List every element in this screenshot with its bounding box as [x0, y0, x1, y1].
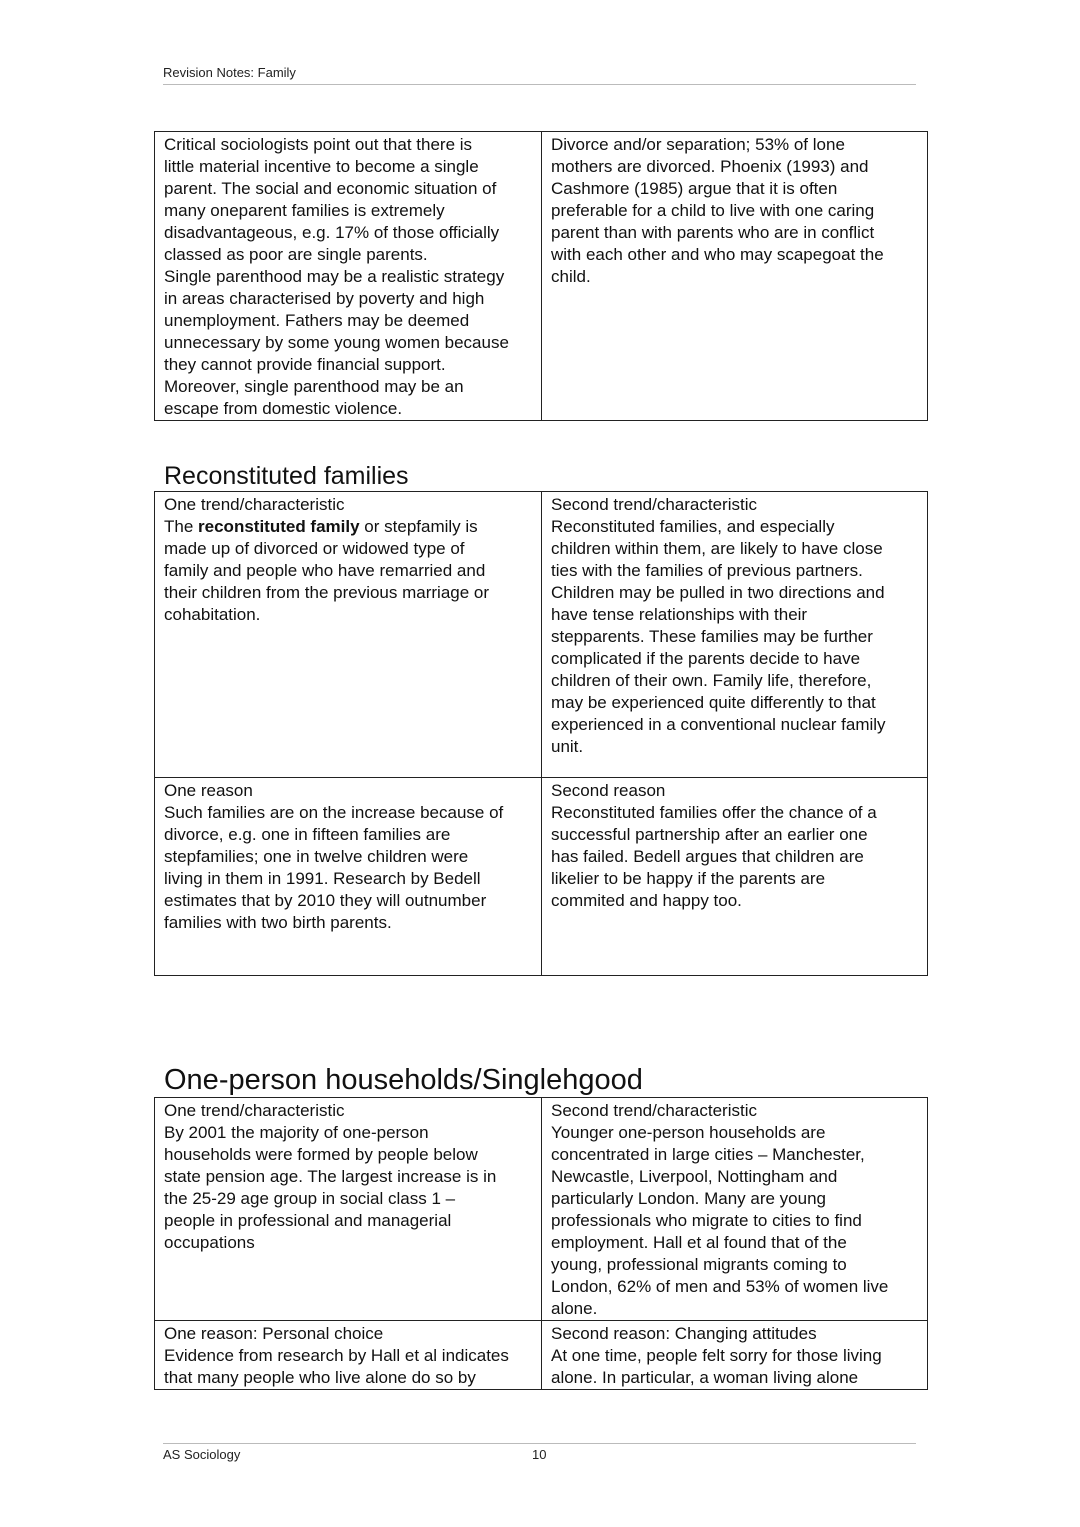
- cell-text: Evidence from research by Hall et al indicates that many people who live alone do so by: [164, 1346, 509, 1387]
- cell-second-trend: [542, 1098, 928, 1321]
- running-header: Revision Notes: Family: [163, 65, 296, 80]
- cell-text: By 2001 the majority of one-person households were formed by people below state pension age. The largest increase is in the 25-29 age group in social class 1 – people in professional and managerial occupations: [164, 1123, 497, 1252]
- cell-critical-sociologists: Critical sociologists point out that there is little material incentive to become a single parent. The social and economic situation of many oneparent families is extremely disadvantageous, e.g. 17% of those officially classed as poor are single parents. Single parenthood may be a realistic strategy in areas characterised by poverty and high unemployment. Fathers may be deemed unnecessary by some young women because they cannot provide financial support. Moreover, single parenthood may be an escape from domestic violence.: [155, 132, 542, 421]
- cell-text: or stepfamily is made up of divorced or widowed type of family and people who have remarried and their children from the previous marriage or cohabitation.: [164, 517, 490, 624]
- cell-text: At one time, people felt sorry for those living alone. In particular, a woman living alone: [551, 1346, 882, 1387]
- cell-text: Reconstituted families, and especially children within them, are likely to have close ties with the families of previous partners. Children may be pulled in two directions and have tense relationships with their stepparents. These families may be further complicated if the parents decide to have children of their own. Family life, therefore, may be experienced quite differently to that experienced in a conventional nuclear family unit.: [551, 517, 886, 756]
- cell-first-trend: [155, 492, 542, 778]
- cell-label: One trend/characteristic: [164, 495, 345, 514]
- cell-text: Such families are on the increase because of divorce, e.g. one in fifteen families are stepfamilies; one in twelve children were living in them in 1991. Research by Bedell estimates that by 2010 they will outnumber families with two birth parents.: [164, 803, 504, 932]
- cell-label: Second trend/characteristic: [551, 495, 757, 514]
- footer-course: AS Sociology: [163, 1447, 241, 1462]
- cell-divorce-separation: Divorce and/or separation; 53% of lone mothers are divorced. Phoenix (1993) and Cashmore (1985) argue that it is often preferable for a child to live with one caring parent than with parents who are in conflict with each other and who may scapegoat the child.: [542, 132, 928, 421]
- single-parent-table: [154, 131, 928, 421]
- header-rule: [163, 84, 916, 85]
- page-number: 10: [532, 1447, 547, 1462]
- cell-second-trend: [542, 492, 928, 778]
- cell-second-reason: [542, 778, 928, 976]
- cell-label: Second reason: [551, 781, 666, 800]
- one-person-table: [154, 1097, 928, 1390]
- cell-label: One trend/characteristic: [164, 1101, 345, 1120]
- cell-text: Younger one-person households are concentrated in large cities – Manchester, Newcastle, Liverpool, Nottingham and particularly London. Many are young professionals who migrate to cities to find employment. Hall et al found that of the young, professional migrants coming to London, 62% of men and 53% of women live alone.: [551, 1123, 889, 1318]
- cell-label: Second reason: Changing attitudes: [551, 1324, 817, 1343]
- cell-one-reason: [155, 778, 542, 976]
- cell-text: The: [164, 517, 199, 536]
- cell-label: Second trend/characteristic: [551, 1101, 757, 1120]
- cell-label: One reason: Personal choice: [164, 1324, 384, 1343]
- heading-reconstituted-families: Reconstituted families: [164, 462, 409, 490]
- cell-first-trend: [155, 1098, 542, 1321]
- footer-rule: [163, 1443, 916, 1444]
- cell-text: Reconstituted families offer the chance of a successful partnership after an earlier one has failed. Bedell argues that children are likelier to be happy if the parents are commited and happy too.: [551, 803, 877, 910]
- cell-changing-attitudes: [542, 1321, 928, 1390]
- cell-label: One reason: [164, 781, 253, 800]
- cell-personal-choice: [155, 1321, 542, 1390]
- heading-one-person-households: One-person households/Singlehgood: [164, 1064, 643, 1096]
- bold-term: reconstituted family: [198, 517, 360, 536]
- reconstituted-table: [154, 491, 928, 976]
